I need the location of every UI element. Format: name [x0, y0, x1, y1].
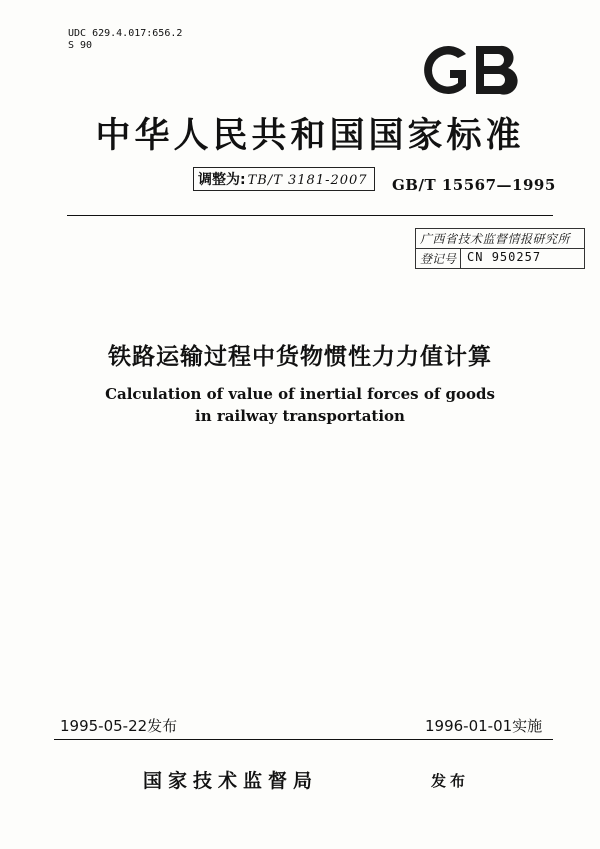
document-title-chinese: 铁路运输过程中货物惯性力力值计算	[108, 344, 492, 370]
library-stamp-institution: 广西省技术监督情报研究所	[416, 229, 584, 249]
header-rule	[67, 215, 553, 216]
classification-codes	[68, 28, 182, 52]
english-title-line-2: in railway transportation	[195, 407, 405, 425]
library-stamp-number: CN 950257	[467, 250, 542, 264]
ccs-code: S 90	[68, 40, 93, 51]
gb-logo	[420, 40, 522, 100]
english-title-line-1: Calculation of value of inertial forces of goods	[105, 385, 495, 403]
document-title-english	[60, 383, 540, 427]
standard-category-title: 中华人民共和国国家标准	[95, 116, 525, 156]
standard-number: GB/T 15567—1995	[392, 176, 556, 194]
udc-code: UDC 629.4.017:656.2	[68, 28, 183, 39]
adjustment-label: 调整为:	[198, 172, 246, 188]
adjustment-value: TB/T 3181-2007	[247, 173, 368, 188]
publisher-name: 国家技术监督局	[143, 770, 319, 792]
implementation-date: 1996-01-01实施	[425, 717, 543, 735]
library-stamp-label: 登记号	[416, 249, 461, 268]
issue-date: 1995-05-22发布	[60, 717, 178, 735]
adjustment-stamp	[193, 167, 375, 191]
library-registration-stamp	[415, 228, 585, 269]
footer-rule	[54, 739, 553, 740]
publish-label: 发布	[431, 772, 470, 790]
